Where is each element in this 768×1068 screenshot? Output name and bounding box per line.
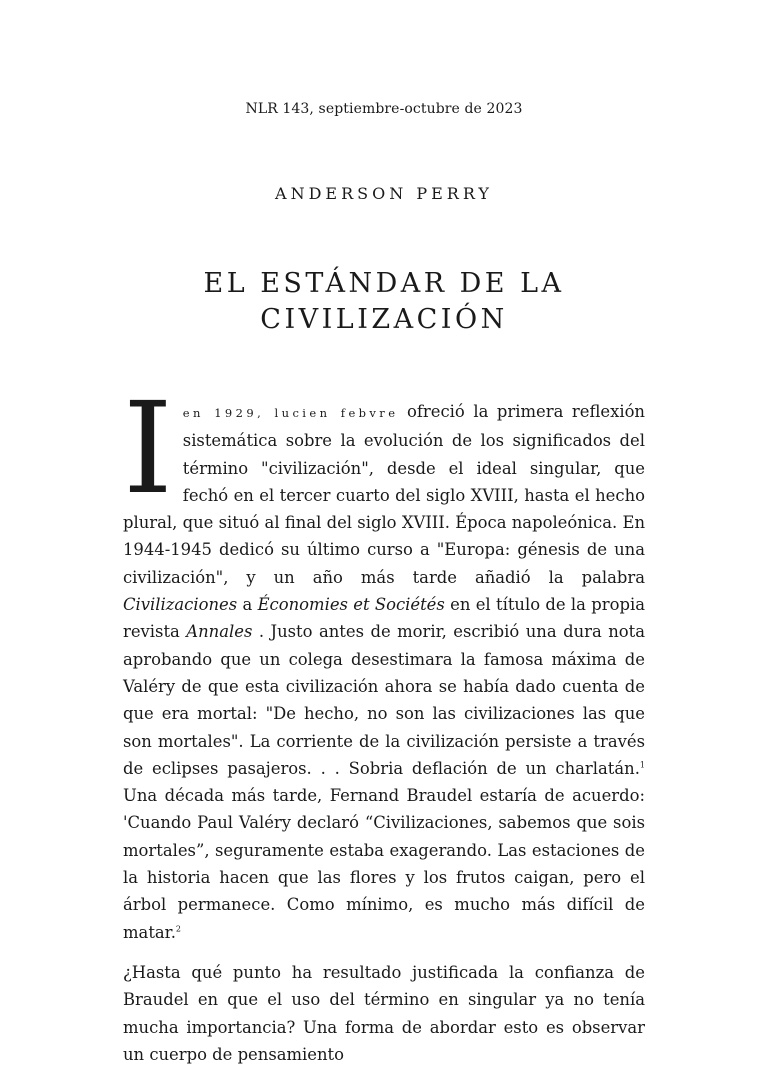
paragraph-1 [123, 375, 645, 946]
paragraph-1-text-d: . Justo antes de morir, escribió una dura nota aprobando que un colega desestimara la famosa máxima de Valéry de que esta civilización ahora se había dado cuenta de que era mortal: "De hecho, no son las civilizaciones las que son mortales". La corriente de la civilización persiste a través de eclipses pasajeros. . . Sobria deflación de un charlatán. [123, 622, 645, 778]
paragraph-1-text-b: a [237, 595, 258, 615]
paragraph-1-text-e: Una década más tarde, Fernand Braudel estaría de acuerdo: 'Cuando Paul Valéry declaró “Civilizaciones, sabemos que sois mortales”, seguramente estaba exagerando. Las estaciones de la historia hacen que las flores y los frutos caigan, pero el árbol permanece. Como mínimo, es mucho más difícil de matar. [123, 786, 645, 942]
footnote-marker-2[interactable]: 2 [175, 924, 182, 934]
paragraph-1-text-c: en el título de la propia revista [123, 595, 645, 642]
italic-annales: Annales [186, 622, 253, 642]
paragraph-1-text-a: ofreció la primera reflexión sistemática sobre la evolución de los significados del término "civilización", desde el ideal singular, que fechó en el tercer cuarto del siglo XVIII, hasta el hecho plural, que situó al final del siglo XVIII. Época napoleónica. En 1944-1945 dedicó su último curso a "Europa: génesis de una civilización", y un año más tarde añadió la palabra [123, 402, 645, 587]
article-title [0, 266, 768, 338]
italic-civilizaciones: Civilizaciones [123, 595, 238, 615]
drop-cap: I [123, 375, 173, 522]
footnote-marker-1[interactable]: 1 [639, 760, 645, 770]
title-line-1: EL ESTÁNDAR DE LA [203, 268, 565, 299]
journal-header: NLR 143, septiembre-octubre de 2023 [245, 101, 523, 117]
opening-smallcaps: en 1929, lucien febvre [182, 406, 399, 420]
paragraph-2: ¿Hasta qué punto ha resultado justificada la confianza de Braudel en que el uso del término en singular ya no tenía mucha importancia? Una forma de abordar esto es observar un cuerpo de pensamiento [123, 962, 645, 1064]
italic-economies: Économies et Sociétés [257, 595, 445, 615]
article-body [123, 375, 645, 1068]
author-name: ANDERSON PERRY [275, 184, 493, 203]
title-line-2: CIVILIZACIÓN [260, 304, 508, 335]
